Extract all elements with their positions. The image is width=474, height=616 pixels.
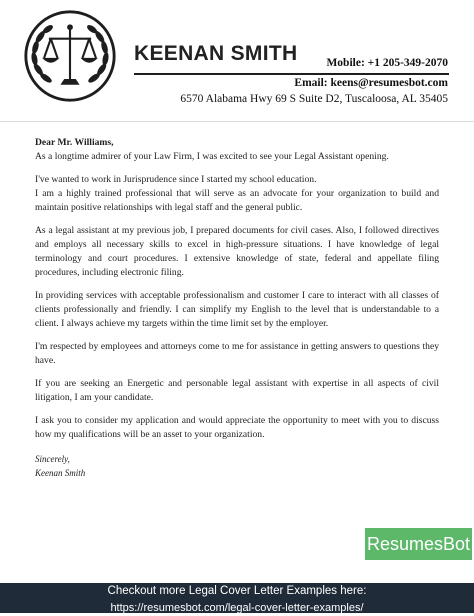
paragraph: I'm respected by employees and attorneys come to me for assistance in getting answers to questions they have. bbox=[35, 341, 439, 366]
salutation: Dear Mr. Williams, bbox=[35, 137, 114, 148]
paragraph: If you are seeking an Energetic and personable legal assistant with expertise in all aspects of civil litigation, I am your candidate. bbox=[35, 378, 439, 403]
paragraph: In providing services with acceptable professionalism and customer I care to interact with all classes of clients professionally and friendly. I can simplify my English to the level that is understandable to a client. I always achieve my targets within the time limit set by the employer. bbox=[35, 290, 439, 329]
paragraph: As a longtime admirer of your Law Firm, I was excited to see your Legal Assistant opening. bbox=[35, 151, 389, 162]
banner-link[interactable]: https://resumesbot.com/legal-cover-letter-examples/ bbox=[110, 602, 364, 614]
scales-of-justice-icon bbox=[22, 8, 118, 104]
applicant-name: KEENAN SMITH bbox=[134, 42, 298, 65]
paragraph: I am a highly trained professional that will serve as an advocate for your organization to build and maintain positive relationships with legal staff and the general public. bbox=[35, 188, 439, 213]
paragraph: As a legal assistant at my previous job, I prepared documents for civil cases. Also, I followed directives and employs all necessary skills to excel in high-pressure situations. I have knowledge of legal terminology and court procedures. I extensive knowledge of state, federal and appellate filing procedures, including electronic filing. bbox=[35, 225, 439, 278]
header-rule bbox=[134, 73, 449, 75]
contact-email: Email: keens@resumesbot.com bbox=[294, 77, 448, 89]
paragraph: I ask you to consider my application and would appreciate the opportunity to meet with you to discuss how my qualifications will be an asset to your organization. bbox=[35, 415, 439, 440]
letter-body bbox=[35, 136, 439, 480]
footer-banner bbox=[0, 583, 474, 613]
banner-title: Checkout more Legal Cover Letter Examples here: bbox=[107, 585, 367, 597]
paragraph: I've wanted to work in Jurisprudence since I started my school education. bbox=[35, 174, 317, 185]
section-divider bbox=[0, 121, 474, 122]
resumesbot-badge[interactable]: ResumesBot bbox=[365, 528, 472, 560]
contact-mobile: Mobile: +1 205-349-2070 bbox=[326, 57, 448, 69]
closing-block bbox=[35, 452, 439, 480]
contact-address: 6570 Alabama Hwy 69 S Suite D2, Tuscaloosa, AL 35405 bbox=[180, 93, 448, 105]
closing: Sincerely, bbox=[35, 454, 70, 464]
signature: Keenan Smith bbox=[35, 468, 86, 478]
